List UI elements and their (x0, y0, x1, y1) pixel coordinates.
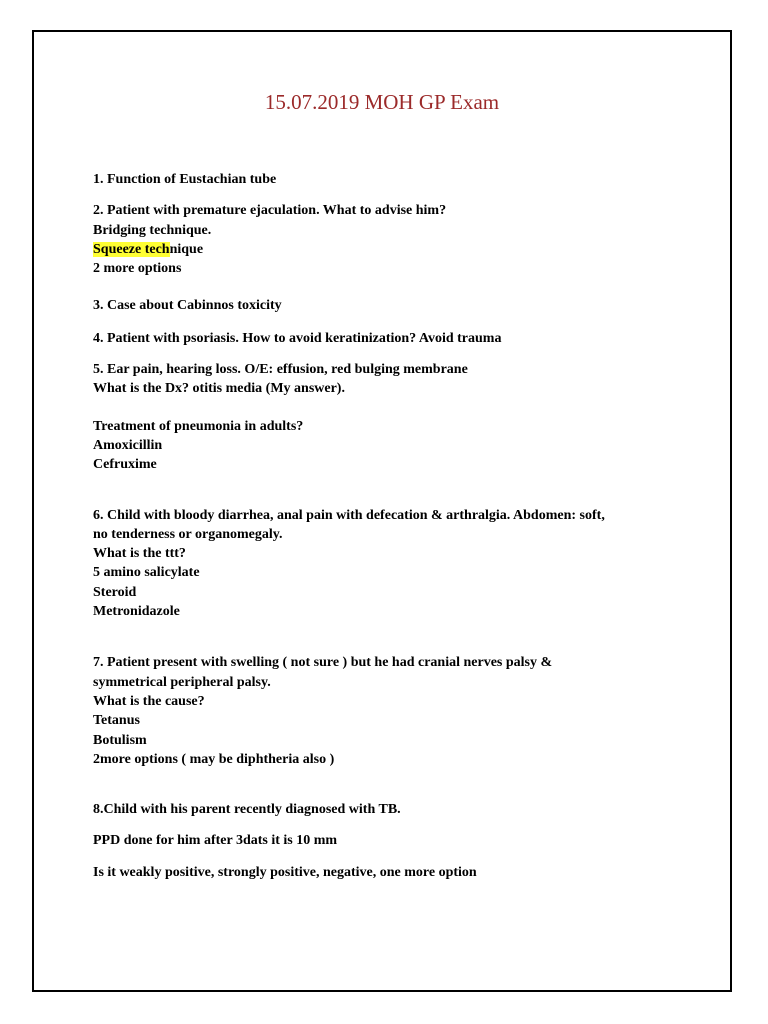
question-6: 6. Child with bloody diarrhea, anal pain with defecation & arthralgia. Abdomen: soft, (93, 507, 605, 523)
question-7: 7. Patient present with swelling ( not sure ) but he had cranial nerves palsy & (93, 655, 553, 671)
question-6-option: 5 amino salicylate (93, 565, 200, 581)
document-title: 15.07.2019 MOH GP Exam (264, 90, 500, 114)
question-2: 2. Patient with premature ejaculation. What to advise him? (93, 203, 447, 219)
pneumonia-option: Amoxicillin (93, 437, 163, 453)
question-2-option: 2 more options (93, 261, 182, 277)
highlighted-text: Squeeze tech (93, 241, 170, 257)
question-8: 8.Child with his parent recently diagnosed with TB. (93, 802, 401, 818)
question-7-text: symmetrical peripheral palsy. (93, 674, 271, 690)
question-7-option: Tetanus (93, 713, 140, 729)
question-5: 5. Ear pain, hearing loss. O/E: effusion, red bulging membrane (93, 362, 468, 378)
pneumonia-option: Cefruxime (93, 457, 157, 473)
question-pneumonia: Treatment of pneumonia in adults? (93, 418, 304, 434)
question-6-option: Steroid (93, 584, 137, 600)
document-body (93, 170, 713, 882)
question-6-option: Metronidazole (93, 604, 180, 620)
question-2-option (93, 240, 713, 259)
question-7-option: 2more options ( may be diphtheria also ) (93, 751, 335, 767)
question-8-text: PPD done for him after 3dats it is 10 mm (93, 833, 338, 849)
option-text: nique (169, 241, 204, 257)
question-3: 3. Case about Cabinnos toxicity (93, 298, 282, 314)
document-page (32, 30, 732, 992)
question-6-text: no tenderness or organomegaly. (93, 526, 283, 542)
question-5-text: What is the Dx? otitis media (My answer). (93, 381, 345, 397)
question-7-text: What is the cause? (93, 693, 205, 709)
question-6-text: What is the ttt? (93, 546, 186, 562)
question-1: 1. Function of Eustachian tube (93, 172, 277, 187)
question-4: 4. Patient with psoriasis. How to avoid keratinization? Avoid trauma (93, 330, 502, 346)
question-7-option: Botulism (93, 732, 147, 748)
question-8-text: Is it weakly positive, strongly positive, negative, one more option (93, 864, 477, 880)
question-2-option: Bridging technique. (93, 222, 212, 238)
